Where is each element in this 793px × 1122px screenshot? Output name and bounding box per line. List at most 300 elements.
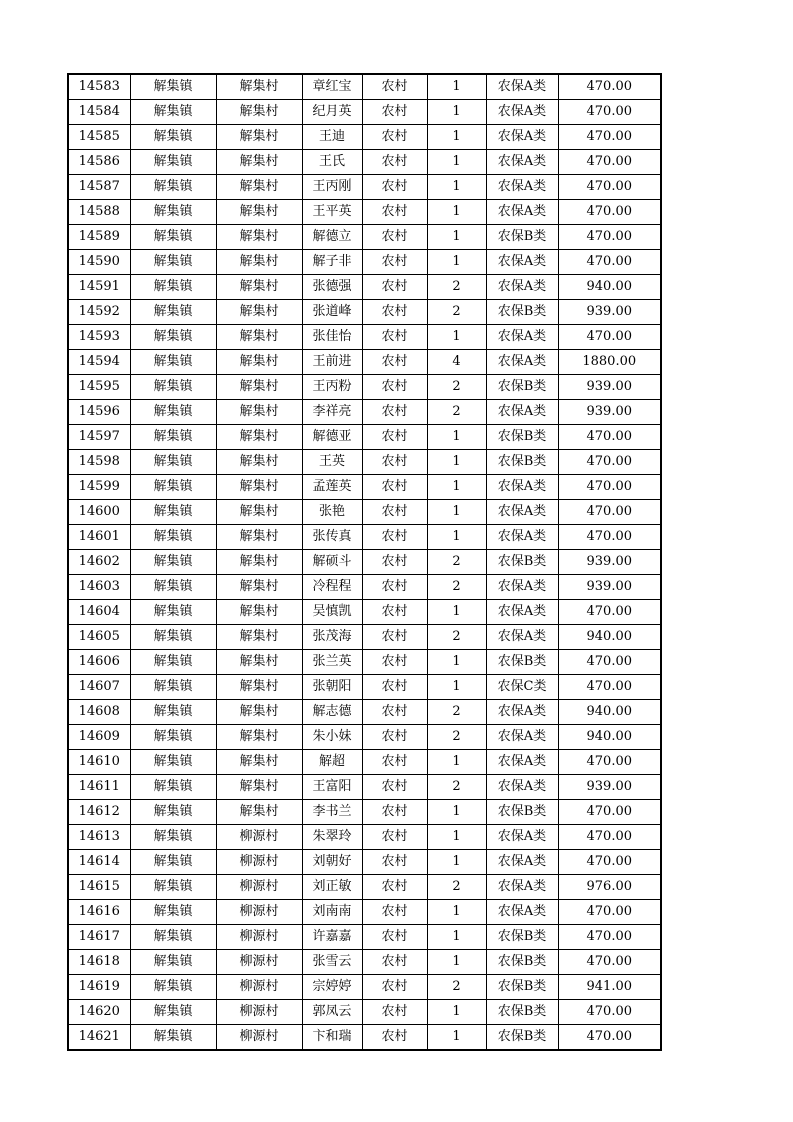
household-type-cell: 农村 xyxy=(362,425,427,450)
insurance-category-cell: 农保C类 xyxy=(486,675,558,700)
village-cell: 解集村 xyxy=(216,300,302,325)
amount-cell: 940.00 xyxy=(558,700,661,725)
insurance-category-cell: 农保A类 xyxy=(486,825,558,850)
amount-cell: 470.00 xyxy=(558,450,661,475)
row-id-cell: 14612 xyxy=(68,800,130,825)
household-type-cell: 农村 xyxy=(362,475,427,500)
town-cell: 解集镇 xyxy=(130,125,216,150)
town-cell: 解集镇 xyxy=(130,275,216,300)
person-count-cell: 1 xyxy=(427,100,486,125)
table-row xyxy=(68,200,661,225)
household-type-cell: 农村 xyxy=(362,275,427,300)
village-cell: 解集村 xyxy=(216,275,302,300)
table-row xyxy=(68,250,661,275)
town-cell: 解集镇 xyxy=(130,150,216,175)
insurance-category-cell: 农保A类 xyxy=(486,325,558,350)
village-cell: 解集村 xyxy=(216,175,302,200)
village-cell: 解集村 xyxy=(216,525,302,550)
name-cell: 冷程程 xyxy=(302,575,362,600)
row-id-cell: 14590 xyxy=(68,250,130,275)
village-cell: 柳源村 xyxy=(216,850,302,875)
household-type-cell: 农村 xyxy=(362,750,427,775)
person-count-cell: 2 xyxy=(427,875,486,900)
amount-cell: 470.00 xyxy=(558,325,661,350)
town-cell: 解集镇 xyxy=(130,300,216,325)
table-row xyxy=(68,125,661,150)
household-type-cell: 农村 xyxy=(362,950,427,975)
row-id-cell: 14593 xyxy=(68,325,130,350)
town-cell: 解集镇 xyxy=(130,900,216,925)
household-type-cell: 农村 xyxy=(362,74,427,100)
insurance-category-cell: 农保A类 xyxy=(486,350,558,375)
table-row xyxy=(68,575,661,600)
household-type-cell: 农村 xyxy=(362,725,427,750)
town-cell: 解集镇 xyxy=(130,650,216,675)
table-row xyxy=(68,350,661,375)
row-id-cell: 14592 xyxy=(68,300,130,325)
row-id-cell: 14583 xyxy=(68,74,130,100)
table-row xyxy=(68,950,661,975)
household-type-cell: 农村 xyxy=(362,200,427,225)
person-count-cell: 2 xyxy=(427,550,486,575)
insurance-category-cell: 农保B类 xyxy=(486,1000,558,1025)
town-cell: 解集镇 xyxy=(130,575,216,600)
person-count-cell: 1 xyxy=(427,850,486,875)
table-body xyxy=(68,74,661,1050)
household-type-cell: 农村 xyxy=(362,1025,427,1051)
insurance-category-cell: 农保B类 xyxy=(486,375,558,400)
town-cell: 解集镇 xyxy=(130,475,216,500)
amount-cell: 470.00 xyxy=(558,650,661,675)
name-cell: 张道峰 xyxy=(302,300,362,325)
person-count-cell: 1 xyxy=(427,525,486,550)
table-row xyxy=(68,675,661,700)
row-id-cell: 14619 xyxy=(68,975,130,1000)
village-cell: 解集村 xyxy=(216,575,302,600)
person-count-cell: 1 xyxy=(427,225,486,250)
town-cell: 解集镇 xyxy=(130,500,216,525)
name-cell: 张艳 xyxy=(302,500,362,525)
row-id-cell: 14599 xyxy=(68,475,130,500)
person-count-cell: 1 xyxy=(427,425,486,450)
household-type-cell: 农村 xyxy=(362,900,427,925)
amount-cell: 939.00 xyxy=(558,550,661,575)
name-cell: 张传真 xyxy=(302,525,362,550)
row-id-cell: 14615 xyxy=(68,875,130,900)
table-row xyxy=(68,650,661,675)
name-cell: 王前进 xyxy=(302,350,362,375)
town-cell: 解集镇 xyxy=(130,700,216,725)
household-type-cell: 农村 xyxy=(362,250,427,275)
table-row xyxy=(68,875,661,900)
household-type-cell: 农村 xyxy=(362,800,427,825)
table-row xyxy=(68,300,661,325)
name-cell: 解志德 xyxy=(302,700,362,725)
town-cell: 解集镇 xyxy=(130,1000,216,1025)
insurance-category-cell: 农保A类 xyxy=(486,900,558,925)
table-row xyxy=(68,775,661,800)
insurance-category-cell: 农保A类 xyxy=(486,525,558,550)
town-cell: 解集镇 xyxy=(130,950,216,975)
person-count-cell: 1 xyxy=(427,900,486,925)
town-cell: 解集镇 xyxy=(130,550,216,575)
name-cell: 纪月英 xyxy=(302,100,362,125)
insurance-category-cell: 农保B类 xyxy=(486,450,558,475)
person-count-cell: 1 xyxy=(427,450,486,475)
row-id-cell: 14614 xyxy=(68,850,130,875)
table-row xyxy=(68,725,661,750)
insurance-category-cell: 农保A类 xyxy=(486,725,558,750)
person-count-cell: 1 xyxy=(427,600,486,625)
amount-cell: 470.00 xyxy=(558,74,661,100)
town-cell: 解集镇 xyxy=(130,800,216,825)
table-row xyxy=(68,175,661,200)
amount-cell: 470.00 xyxy=(558,925,661,950)
table-row xyxy=(68,225,661,250)
table-row xyxy=(68,275,661,300)
insurance-category-cell: 农保A类 xyxy=(486,775,558,800)
name-cell: 张雪云 xyxy=(302,950,362,975)
town-cell: 解集镇 xyxy=(130,675,216,700)
row-id-cell: 14621 xyxy=(68,1025,130,1051)
insurance-category-cell: 农保A类 xyxy=(486,875,558,900)
village-cell: 解集村 xyxy=(216,425,302,450)
household-type-cell: 农村 xyxy=(362,1000,427,1025)
household-type-cell: 农村 xyxy=(362,125,427,150)
table-row xyxy=(68,150,661,175)
village-cell: 柳源村 xyxy=(216,950,302,975)
insurance-category-cell: 农保B类 xyxy=(486,925,558,950)
village-cell: 解集村 xyxy=(216,775,302,800)
amount-cell: 470.00 xyxy=(558,525,661,550)
town-cell: 解集镇 xyxy=(130,74,216,100)
name-cell: 孟莲英 xyxy=(302,475,362,500)
table-row xyxy=(68,550,661,575)
person-count-cell: 1 xyxy=(427,675,486,700)
insurance-category-cell: 农保A类 xyxy=(486,125,558,150)
village-cell: 解集村 xyxy=(216,250,302,275)
village-cell: 解集村 xyxy=(216,74,302,100)
name-cell: 张茂海 xyxy=(302,625,362,650)
name-cell: 解德立 xyxy=(302,225,362,250)
person-count-cell: 1 xyxy=(427,74,486,100)
insurance-category-cell: 农保B类 xyxy=(486,1025,558,1051)
town-cell: 解集镇 xyxy=(130,225,216,250)
household-type-cell: 农村 xyxy=(362,600,427,625)
row-id-cell: 14606 xyxy=(68,650,130,675)
row-id-cell: 14613 xyxy=(68,825,130,850)
row-id-cell: 14589 xyxy=(68,225,130,250)
village-cell: 解集村 xyxy=(216,625,302,650)
village-cell: 解集村 xyxy=(216,750,302,775)
person-count-cell: 1 xyxy=(427,500,486,525)
row-id-cell: 14608 xyxy=(68,700,130,725)
amount-cell: 940.00 xyxy=(558,625,661,650)
insurance-category-cell: 农保A类 xyxy=(486,700,558,725)
amount-cell: 939.00 xyxy=(558,775,661,800)
table-row xyxy=(68,400,661,425)
person-count-cell: 2 xyxy=(427,725,486,750)
village-cell: 解集村 xyxy=(216,600,302,625)
table-row xyxy=(68,825,661,850)
amount-cell: 470.00 xyxy=(558,825,661,850)
row-id-cell: 14585 xyxy=(68,125,130,150)
table-row xyxy=(68,450,661,475)
insurance-category-cell: 农保A类 xyxy=(486,100,558,125)
town-cell: 解集镇 xyxy=(130,375,216,400)
row-id-cell: 14607 xyxy=(68,675,130,700)
row-id-cell: 14603 xyxy=(68,575,130,600)
household-type-cell: 农村 xyxy=(362,525,427,550)
insurance-category-cell: 农保A类 xyxy=(486,850,558,875)
amount-cell: 470.00 xyxy=(558,1025,661,1051)
household-type-cell: 农村 xyxy=(362,375,427,400)
household-type-cell: 农村 xyxy=(362,925,427,950)
town-cell: 解集镇 xyxy=(130,450,216,475)
household-type-cell: 农村 xyxy=(362,825,427,850)
row-id-cell: 14595 xyxy=(68,375,130,400)
amount-cell: 470.00 xyxy=(558,500,661,525)
town-cell: 解集镇 xyxy=(130,975,216,1000)
person-count-cell: 1 xyxy=(427,925,486,950)
village-cell: 解集村 xyxy=(216,400,302,425)
name-cell: 王英 xyxy=(302,450,362,475)
name-cell: 朱小妹 xyxy=(302,725,362,750)
amount-cell: 940.00 xyxy=(558,725,661,750)
town-cell: 解集镇 xyxy=(130,400,216,425)
insurance-category-cell: 农保A类 xyxy=(486,475,558,500)
person-count-cell: 1 xyxy=(427,1025,486,1051)
table-row xyxy=(68,800,661,825)
amount-cell: 470.00 xyxy=(558,125,661,150)
town-cell: 解集镇 xyxy=(130,525,216,550)
amount-cell: 1880.00 xyxy=(558,350,661,375)
insurance-category-cell: 农保A类 xyxy=(486,150,558,175)
amount-cell: 470.00 xyxy=(558,225,661,250)
household-type-cell: 农村 xyxy=(362,625,427,650)
insurance-category-cell: 农保B类 xyxy=(486,550,558,575)
name-cell: 李祥亮 xyxy=(302,400,362,425)
amount-cell: 470.00 xyxy=(558,850,661,875)
household-type-cell: 农村 xyxy=(362,575,427,600)
name-cell: 章红宝 xyxy=(302,74,362,100)
household-type-cell: 农村 xyxy=(362,700,427,725)
row-id-cell: 14594 xyxy=(68,350,130,375)
person-count-cell: 1 xyxy=(427,1000,486,1025)
table-row xyxy=(68,600,661,625)
insurance-category-cell: 农保B类 xyxy=(486,225,558,250)
person-count-cell: 1 xyxy=(427,150,486,175)
household-type-cell: 农村 xyxy=(362,675,427,700)
household-type-cell: 农村 xyxy=(362,875,427,900)
insurance-category-cell: 农保B类 xyxy=(486,950,558,975)
town-cell: 解集镇 xyxy=(130,825,216,850)
name-cell: 李书兰 xyxy=(302,800,362,825)
person-count-cell: 1 xyxy=(427,250,486,275)
name-cell: 张兰英 xyxy=(302,650,362,675)
person-count-cell: 1 xyxy=(427,800,486,825)
row-id-cell: 14591 xyxy=(68,275,130,300)
amount-cell: 470.00 xyxy=(558,675,661,700)
town-cell: 解集镇 xyxy=(130,425,216,450)
name-cell: 朱翠玲 xyxy=(302,825,362,850)
name-cell: 解德亚 xyxy=(302,425,362,450)
insurance-category-cell: 农保A类 xyxy=(486,625,558,650)
town-cell: 解集镇 xyxy=(130,925,216,950)
person-count-cell: 1 xyxy=(427,200,486,225)
amount-cell: 470.00 xyxy=(558,175,661,200)
amount-cell: 470.00 xyxy=(558,100,661,125)
name-cell: 宗婷婷 xyxy=(302,975,362,1000)
row-id-cell: 14586 xyxy=(68,150,130,175)
table-row xyxy=(68,975,661,1000)
amount-cell: 470.00 xyxy=(558,150,661,175)
table-row xyxy=(68,1000,661,1025)
household-type-cell: 农村 xyxy=(362,225,427,250)
name-cell: 王迪 xyxy=(302,125,362,150)
table-row xyxy=(68,900,661,925)
insurance-category-cell: 农保A类 xyxy=(486,600,558,625)
insurance-category-cell: 农保B类 xyxy=(486,975,558,1000)
village-cell: 柳源村 xyxy=(216,925,302,950)
table-row xyxy=(68,925,661,950)
row-id-cell: 14610 xyxy=(68,750,130,775)
village-cell: 解集村 xyxy=(216,100,302,125)
village-cell: 解集村 xyxy=(216,225,302,250)
table-row xyxy=(68,850,661,875)
person-count-cell: 4 xyxy=(427,350,486,375)
amount-cell: 470.00 xyxy=(558,750,661,775)
village-cell: 解集村 xyxy=(216,650,302,675)
person-count-cell: 1 xyxy=(427,475,486,500)
row-id-cell: 14602 xyxy=(68,550,130,575)
village-cell: 解集村 xyxy=(216,675,302,700)
table-row xyxy=(68,625,661,650)
village-cell: 柳源村 xyxy=(216,825,302,850)
table-row xyxy=(68,1025,661,1051)
insurance-category-cell: 农保B类 xyxy=(486,425,558,450)
amount-cell: 939.00 xyxy=(558,375,661,400)
household-type-cell: 农村 xyxy=(362,175,427,200)
town-cell: 解集镇 xyxy=(130,350,216,375)
amount-cell: 940.00 xyxy=(558,275,661,300)
person-count-cell: 1 xyxy=(427,325,486,350)
amount-cell: 470.00 xyxy=(558,425,661,450)
household-type-cell: 农村 xyxy=(362,150,427,175)
household-type-cell: 农村 xyxy=(362,975,427,1000)
person-count-cell: 2 xyxy=(427,300,486,325)
household-type-cell: 农村 xyxy=(362,450,427,475)
person-count-cell: 2 xyxy=(427,975,486,1000)
benefit-table xyxy=(67,73,662,1051)
insurance-category-cell: 农保A类 xyxy=(486,750,558,775)
row-id-cell: 14616 xyxy=(68,900,130,925)
amount-cell: 939.00 xyxy=(558,575,661,600)
person-count-cell: 2 xyxy=(427,700,486,725)
table-row xyxy=(68,325,661,350)
person-count-cell: 1 xyxy=(427,125,486,150)
insurance-category-cell: 农保B类 xyxy=(486,300,558,325)
name-cell: 许嘉嘉 xyxy=(302,925,362,950)
household-type-cell: 农村 xyxy=(362,775,427,800)
table-row xyxy=(68,425,661,450)
insurance-category-cell: 农保B类 xyxy=(486,650,558,675)
household-type-cell: 农村 xyxy=(362,550,427,575)
amount-cell: 470.00 xyxy=(558,475,661,500)
name-cell: 王氏 xyxy=(302,150,362,175)
village-cell: 解集村 xyxy=(216,125,302,150)
person-count-cell: 1 xyxy=(427,825,486,850)
amount-cell: 470.00 xyxy=(558,600,661,625)
row-id-cell: 14605 xyxy=(68,625,130,650)
row-id-cell: 14609 xyxy=(68,725,130,750)
row-id-cell: 14618 xyxy=(68,950,130,975)
amount-cell: 470.00 xyxy=(558,250,661,275)
town-cell: 解集镇 xyxy=(130,200,216,225)
row-id-cell: 14584 xyxy=(68,100,130,125)
town-cell: 解集镇 xyxy=(130,875,216,900)
village-cell: 柳源村 xyxy=(216,1025,302,1051)
person-count-cell: 1 xyxy=(427,650,486,675)
insurance-category-cell: 农保A类 xyxy=(486,275,558,300)
town-cell: 解集镇 xyxy=(130,850,216,875)
row-id-cell: 14620 xyxy=(68,1000,130,1025)
insurance-category-cell: 农保A类 xyxy=(486,500,558,525)
amount-cell: 470.00 xyxy=(558,800,661,825)
name-cell: 张德强 xyxy=(302,275,362,300)
row-id-cell: 14617 xyxy=(68,925,130,950)
town-cell: 解集镇 xyxy=(130,750,216,775)
village-cell: 柳源村 xyxy=(216,1000,302,1025)
village-cell: 解集村 xyxy=(216,150,302,175)
name-cell: 解硕斗 xyxy=(302,550,362,575)
row-id-cell: 14596 xyxy=(68,400,130,425)
table-row xyxy=(68,375,661,400)
row-id-cell: 14597 xyxy=(68,425,130,450)
household-type-cell: 农村 xyxy=(362,325,427,350)
name-cell: 刘南南 xyxy=(302,900,362,925)
person-count-cell: 2 xyxy=(427,625,486,650)
amount-cell: 470.00 xyxy=(558,950,661,975)
amount-cell: 470.00 xyxy=(558,1000,661,1025)
name-cell: 刘朝好 xyxy=(302,850,362,875)
name-cell: 王丙刚 xyxy=(302,175,362,200)
household-type-cell: 农村 xyxy=(362,300,427,325)
insurance-category-cell: 农保A类 xyxy=(486,250,558,275)
amount-cell: 939.00 xyxy=(558,300,661,325)
name-cell: 卞和瑞 xyxy=(302,1025,362,1051)
village-cell: 柳源村 xyxy=(216,900,302,925)
person-count-cell: 2 xyxy=(427,775,486,800)
insurance-category-cell: 农保A类 xyxy=(486,74,558,100)
person-count-cell: 2 xyxy=(427,375,486,400)
village-cell: 解集村 xyxy=(216,800,302,825)
amount-cell: 470.00 xyxy=(558,900,661,925)
village-cell: 柳源村 xyxy=(216,875,302,900)
row-id-cell: 14600 xyxy=(68,500,130,525)
village-cell: 解集村 xyxy=(216,725,302,750)
row-id-cell: 14604 xyxy=(68,600,130,625)
insurance-category-cell: 农保A类 xyxy=(486,575,558,600)
town-cell: 解集镇 xyxy=(130,1025,216,1051)
household-type-cell: 农村 xyxy=(362,500,427,525)
village-cell: 解集村 xyxy=(216,200,302,225)
household-type-cell: 农村 xyxy=(362,400,427,425)
name-cell: 王丙粉 xyxy=(302,375,362,400)
person-count-cell: 1 xyxy=(427,950,486,975)
town-cell: 解集镇 xyxy=(130,725,216,750)
name-cell: 郭凤云 xyxy=(302,1000,362,1025)
